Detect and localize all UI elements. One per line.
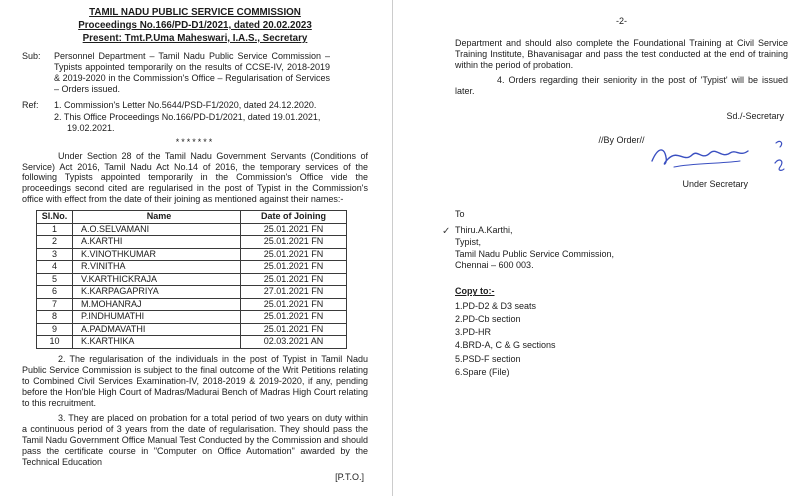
joining-table bbox=[36, 210, 347, 349]
table-row bbox=[37, 236, 347, 249]
cell-slno: 7 bbox=[37, 298, 73, 311]
cell-name: P.INDHUMATHI bbox=[73, 311, 241, 324]
copy-to-label: Copy to:- bbox=[455, 286, 495, 297]
table-row bbox=[37, 223, 347, 236]
reference-label: Ref: bbox=[22, 99, 39, 110]
to-label: To bbox=[455, 208, 465, 219]
cell-slno: 3 bbox=[37, 248, 73, 261]
column-header-date: Date of Joining bbox=[241, 211, 347, 224]
recipient-line: Tamil Nadu Public Service Commission, bbox=[455, 248, 615, 259]
table-row bbox=[37, 298, 347, 311]
paragraph-4: 4. Orders regarding their seniority in the post of 'Typist' will be issued later. bbox=[455, 74, 788, 96]
cell-name: K.VINOTHKUMAR bbox=[73, 248, 241, 261]
proceedings-number: Proceedings No.166/PD-D1/2021, dated 20.02.2023 bbox=[78, 19, 312, 31]
column-header-name: Name bbox=[73, 211, 241, 224]
cell-slno: 2 bbox=[37, 236, 73, 249]
cell-slno: 5 bbox=[37, 273, 73, 286]
recipient-address bbox=[442, 224, 788, 273]
recipient-line: Chennai – 600 003. bbox=[455, 260, 534, 271]
cell-date: 02.03.2021 AN bbox=[241, 336, 347, 349]
copy-to-item: 4.BRD-A, C & G sections bbox=[455, 340, 556, 351]
pto-note: [P.T.O.] bbox=[335, 471, 364, 482]
document-header bbox=[22, 5, 368, 46]
cell-date: 25.01.2021 FN bbox=[241, 261, 347, 274]
paragraph-1: Under Section 28 of the Tamil Nadu Government Servants (Conditions of Service) Act 2016, Tamil Nadu Act No.14 of 2016, the temporary services of the following Typists appointed temporarily in the Commission's Office vide the proceedings second cited are regularised in the post of Typist in the Commission's office with effect from the date of their joining as mentioned against their names:- bbox=[22, 150, 368, 205]
cell-name: K.KARTHIKA bbox=[73, 336, 241, 349]
column-header-slno: Sl.No. bbox=[37, 211, 73, 224]
table-row bbox=[37, 336, 347, 349]
present-line: Present: Tmt.P.Uma Maheswari, I.A.S., Secretary bbox=[82, 32, 308, 44]
table-row bbox=[37, 323, 347, 336]
cell-slno: 4 bbox=[37, 261, 73, 274]
cell-date: 25.01.2021 FN bbox=[241, 298, 347, 311]
subject-block bbox=[22, 51, 368, 95]
cell-date: 25.01.2021 FN bbox=[241, 273, 347, 286]
recipient-line: Thiru.A.Karthi, bbox=[455, 224, 513, 235]
table-row bbox=[37, 286, 347, 299]
sd-secretary: Sd./-Secretary bbox=[726, 110, 784, 121]
recipient-line: Typist, bbox=[455, 236, 482, 247]
by-order: //By Order// bbox=[598, 134, 645, 145]
cell-name: K.KARPAGAPRIYA bbox=[73, 286, 241, 299]
cell-name: A.PADMAVATHI bbox=[73, 323, 241, 336]
table-header-row bbox=[37, 211, 347, 224]
cell-name: V.KARTHICKRAJA bbox=[73, 273, 241, 286]
cell-name: A.KARTHI bbox=[73, 236, 241, 249]
cell-slno: 8 bbox=[37, 311, 73, 324]
cell-date: 25.01.2021 FN bbox=[241, 248, 347, 261]
address-block bbox=[442, 208, 788, 273]
page-1 bbox=[0, 0, 392, 496]
separator-stars: ******* bbox=[175, 136, 215, 147]
cell-slno: 9 bbox=[37, 323, 73, 336]
org-title: TAMIL NADU PUBLIC SERVICE COMMISSION bbox=[89, 7, 301, 18]
cell-slno: 10 bbox=[37, 336, 73, 349]
cell-date: 25.01.2021 FN bbox=[241, 236, 347, 249]
copy-to-item: 1.PD-D2 & D3 seats bbox=[455, 301, 537, 312]
cell-slno: 6 bbox=[37, 286, 73, 299]
cell-date: 25.01.2021 FN bbox=[241, 311, 347, 324]
reference-block bbox=[22, 100, 368, 135]
cell-date: 25.01.2021 FN bbox=[241, 223, 347, 236]
cell-date: 27.01.2021 FN bbox=[241, 286, 347, 299]
paragraph-2: 2. The regularisation of the individuals in the post of Typist in Tamil Nadu Public Service Commission is subject to the final outcome of the Writ Petitions relating to Combined Civil Services Examination-IV, 2018-2019 & 2019-2020, if any, pending before the Hon'ble High Court of Madras/Madurai Bench of Madras High Court relating to this recruitment. bbox=[22, 353, 368, 408]
cell-slno: 1 bbox=[37, 223, 73, 236]
paragraph-3-continuation: Department and should also complete the Foundational Training at Civil Service Training Institute, Bhavanisagar and pass the test conducted at the end of training within the period of probation. bbox=[455, 38, 788, 70]
reference-items bbox=[54, 100, 330, 135]
page-number: -2- bbox=[616, 16, 627, 26]
cell-name: A.O.SELVAMANI bbox=[73, 223, 241, 236]
signature-block bbox=[455, 145, 788, 207]
paragraph-3: 3. They are placed on probation for a total period of two years on duty within a continuous period of 3 years from the date of regularisation. They should pass the Tamil Nadu Government Office Manual Test Conducted by the Commission and should pass the certificate course in "Computer on Office Automation" awarded by the Technical Education bbox=[22, 412, 368, 467]
copy-to-item: 2.PD-Cb section bbox=[455, 314, 521, 325]
reference-item-2: 2. This Office Proceedings No.166/PD-D1/2021, dated 19.01.2021, 19.02.2021. bbox=[54, 111, 321, 133]
table-row bbox=[37, 311, 347, 324]
copy-to-item: 3.PD-HR bbox=[455, 327, 492, 338]
subject-label: Sub: bbox=[22, 50, 41, 61]
handwritten-signature-icon bbox=[644, 137, 794, 181]
under-secretary: Under Secretary bbox=[682, 178, 748, 189]
checkmark-icon: ✓ bbox=[442, 225, 451, 237]
cell-name: R.VINITHA bbox=[73, 261, 241, 274]
copy-to-block bbox=[455, 286, 788, 378]
cell-name: M.MOHANRAJ bbox=[73, 298, 241, 311]
table-row bbox=[37, 273, 347, 286]
cell-date: 25.01.2021 FN bbox=[241, 323, 347, 336]
page-2 bbox=[392, 0, 812, 496]
copy-to-item: 5.PSD-F section bbox=[455, 353, 521, 364]
table-row bbox=[37, 248, 347, 261]
subject-text: Personnel Department – Tamil Nadu Public Service Commission – Typists appointed temporarily on the results of CCSE-IV, 2018-2019 & 2019-2020 in the Commission's Office – Regularisation of Services – Orders issued. bbox=[54, 50, 330, 94]
table-row bbox=[37, 261, 347, 274]
copy-to-item: 6.Spare (File) bbox=[455, 366, 510, 377]
reference-item-1: 1. Commission's Letter No.5644/PSD-F1/2020, dated 24.12.2020. bbox=[54, 99, 317, 110]
